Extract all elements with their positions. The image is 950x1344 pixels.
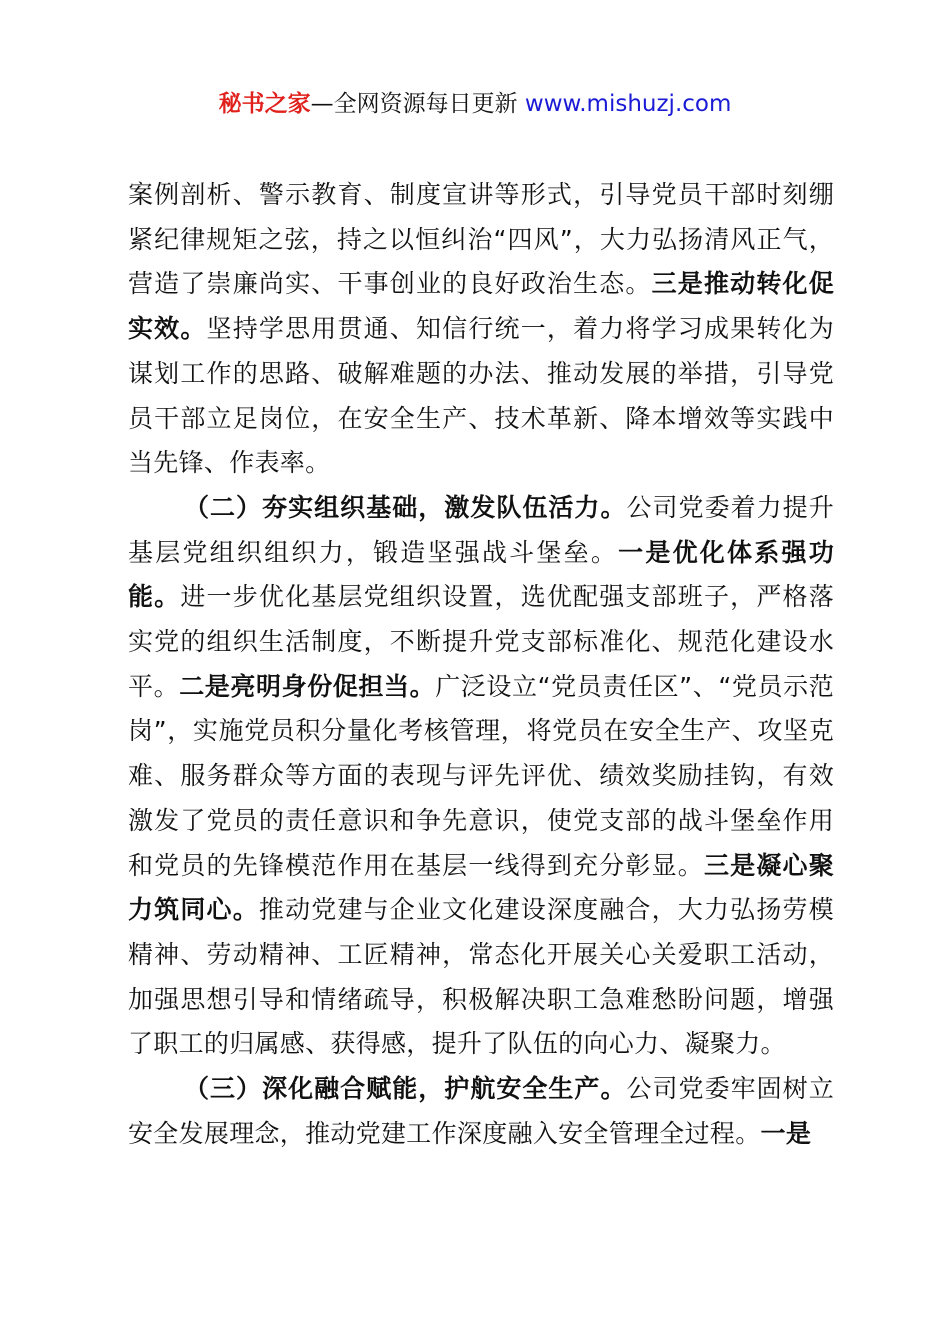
paragraph-text: 推动党建与企业文化建设深度融合，大力弘扬劳模精神、劳动精神、工匠精神，常态化开展关心关爱职工活动，加强思想引导和情绪疏导，积极解决职工急难愁盼问题，增强了职工的归属感、获得感，提升了队伍的向心力、凝聚力。 [128,895,834,1059]
header-tagline: —全网资源每日更新 [310,91,518,117]
page-header [0,84,950,124]
paragraph-3 [128,1067,834,1156]
section-heading: （二）夯实组织基础，激发队伍活力。 [184,492,627,522]
bold-lead: 一是优化体系强功能。 [128,537,835,612]
paragraph-text: 公司党委牢固树立安全发展理念，推动党建工作深度融入安全管理全过程。 [128,1074,835,1148]
document-body [128,173,834,1156]
bold-lead: 三是推动转化促实效。 [128,269,834,344]
section-heading: （三）深化融合赋能，护航安全生产。 [184,1074,627,1104]
brand-name: 秘书之家 [218,91,311,117]
bold-lead: 三是凝心聚力筑同心。 [128,850,834,925]
site-url-link[interactable]: www.mishuzj.com [524,91,732,117]
paragraph-text: 坚持学思用贯通、知信行统一，着力将学习成果转化为谋划工作的思路、破解难题的办法、推动发展的举措，引导党员干部立足岗位，在安全生产、技术革新、降本增效等实践中当先锋、作表率。 [128,314,834,478]
bold-lead: 一是 [760,1118,812,1148]
paragraph-2 [128,486,834,1067]
paragraph-text: 案例剖析、警示教育、制度宣讲等形式，引导党员干部时刻绷紧纪律规矩之弦，持之以恒纠治“四风”，大力弘扬清风正气，营造了崇廉尚实、干事创业的良好政治生态。 [128,180,834,299]
bold-lead: 二是亮明身份促担当。 [179,671,436,701]
paragraph-text: 进一步优化基层党组织设置，选优配强支部班子，严格落实党的组织生活制度，不断提升党支部标准化、规范化建设水平。 [128,582,834,701]
paragraph-text: 公司党委着力提升基层党组织组织力，锻造坚强战斗堡垒。 [128,492,835,567]
paragraph-1 [128,173,834,486]
paragraph-text: 广泛设立“党员责任区”、“党员示范岗”，实施党员积分量化考核管理，将党员在安全生产、攻坚克难、服务群众等方面的表现与评先评优、绩效奖励挂钩，有效激发了党员的责任意识和争先意识，使党支部的战斗堡垒作用和党员的先锋模范作用在基层一线得到充分彰显。 [128,671,834,880]
